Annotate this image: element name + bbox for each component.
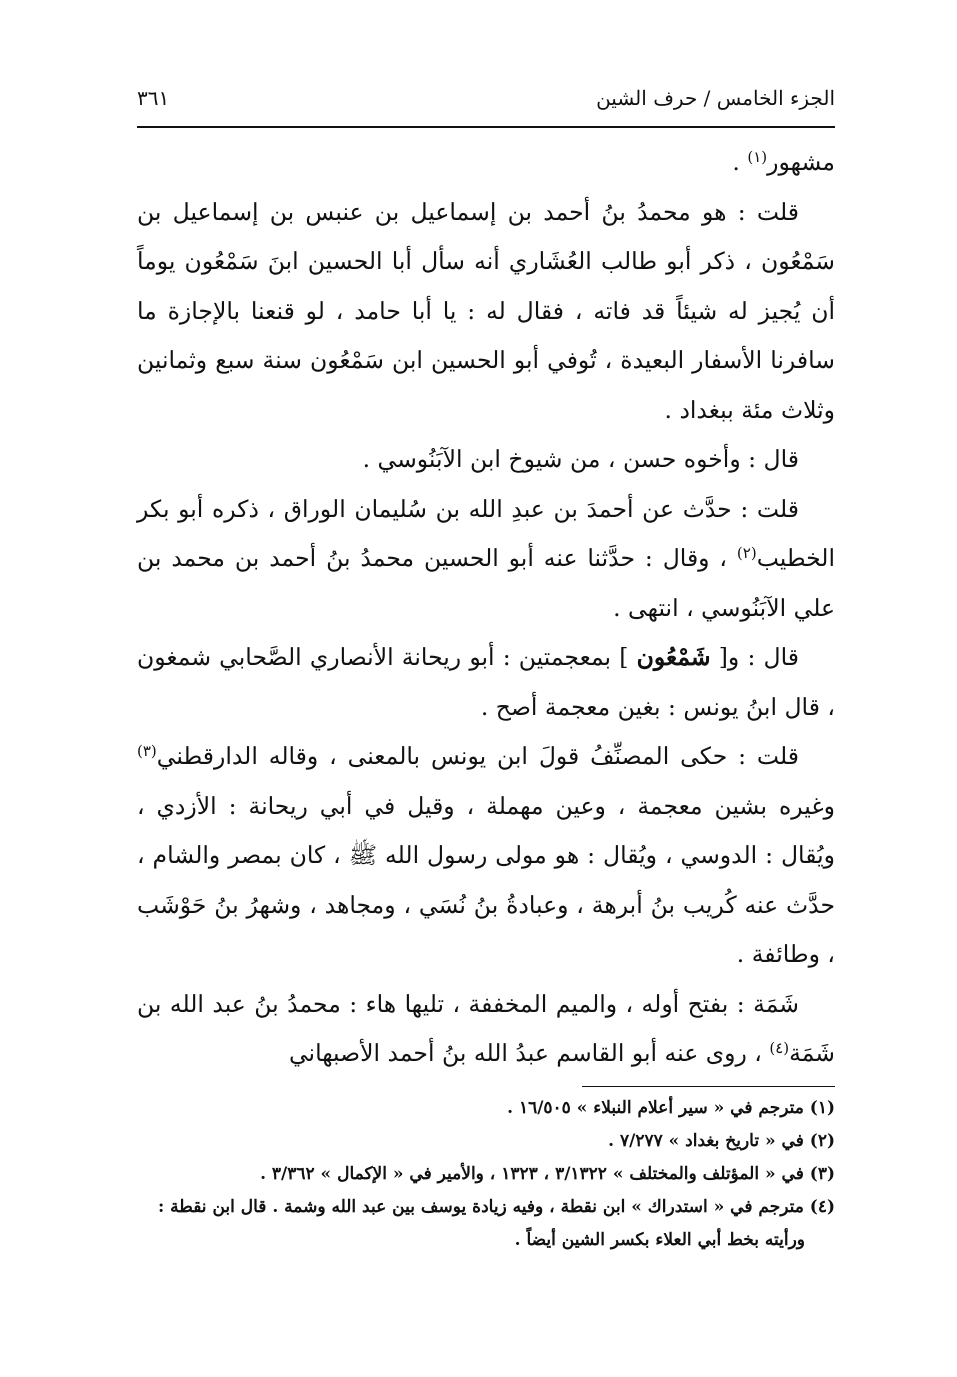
paragraph-4 <box>137 485 835 634</box>
footnote-ref-1: (١) <box>747 148 768 166</box>
footnote-number: (٣) <box>809 1164 835 1184</box>
footnote-3 <box>137 1158 835 1191</box>
paragraph-text: قال : و[ <box>710 643 799 671</box>
footnote-ref-2: (٢) <box>736 544 757 562</box>
paragraph-text: ، روى عنه أبو القاسم عبدُ الله بنُ أحمد الأصبهاني <box>288 1039 770 1067</box>
paragraph-text: ] بمعجمتين : أبو ريحانة الأنصاري الصَّحابي شمغون ، قال ابنُ يونس : بغين معجمة أصح . <box>137 643 835 721</box>
footnote-number: (١) <box>809 1098 835 1118</box>
paragraph-7 <box>137 980 835 1079</box>
entry-keyword: شَمْعُون <box>636 643 711 671</box>
footnote-4 <box>137 1191 835 1224</box>
paragraph-text: . <box>732 148 748 176</box>
page-header <box>137 80 835 116</box>
footnote-text: في « المؤتلف والمختلف » ٣/١٣٢٢ ، ١٣٢٣ ، والأمير في « الإكمال » ٣/٣٦٢ . <box>260 1164 804 1184</box>
footnote-4-continuation: ورأيته بخط أبي العلاء بكسر الشين أيضاً . <box>514 1230 805 1250</box>
footnote-text: في « تاريخ بغداد » ٧/٢٧٧ . <box>608 1131 804 1151</box>
paragraph-3: قال : وأخوه حسن ، من شيوخ ابن الآبَنُوسي . <box>362 445 799 473</box>
running-title: الجزء الخامس / حرف الشين <box>596 86 835 110</box>
paragraph-text: ، وقال : حدَّثنا عنه أبو الحسين محمدُ بنُ أحمد بن محمد بن علي الآبَنُوسي ، انتهى . <box>137 544 835 622</box>
main-text <box>137 138 835 1079</box>
paragraph-1 <box>137 138 835 188</box>
paragraph-6 <box>137 732 835 980</box>
footnote-number: (٤) <box>809 1197 835 1217</box>
footnote-text: مترجم في « سير أعلام النبلاء » ١٦/٥٠٥ . <box>507 1098 804 1118</box>
paragraph-text: مشهور <box>767 148 835 176</box>
header-divider <box>137 126 835 128</box>
paragraph-2: قلت : هو محمدُ بنُ أحمد بن إسماعيل بن عنبس بن إسماعيل بن سَمْعُون ، ذكر أبو طالب العُشَاري أنه سأل أبا الحسين ابنَ سَمْعُون يوماً أن يُجيز له شيئاً قد فاته ، فقال له : يا أبا حامد ، لو قنعنا بالإجازة ما سافرنا الأسفار البعيدة ، تُوفي أبو الحسين ابن سَمْعُون سنة سبع وثمانين وثلاث مئة ببغداد . <box>137 197 835 424</box>
footnote-text: مترجم في « استدراك » ابن نقطة ، وفيه زيادة يوسف بين عبد الله وشمة . قال ابن نقطة : <box>157 1197 804 1217</box>
footnote-1 <box>137 1092 835 1125</box>
paragraph-text: وغيره بشين معجمة ، وعين مهملة ، وقيل في أبي ريحانة : الأزدي ، ويُقال : الدوسي ، ويُقال : هو مولى رسول الله ﷺ ، كان بمصر والشام ، حدَّث عنه كُريب بنُ أبرهة ، وعبادةُ بنُ نُسَي ، ومجاهد ، وشهرُ بنُ حَوْشَب ، وطائفة . <box>137 791 835 968</box>
paragraph-text: شَمَة : بفتح أوله ، والميم المخففة ، تليها هاء : محمدُ بنُ عبد الله بن شَمَة <box>137 989 835 1067</box>
paragraph-5 <box>137 633 835 732</box>
page-number: ٣٦١ <box>137 86 170 110</box>
footnote-ref-4: (٤) <box>769 1039 790 1057</box>
footnote-2 <box>137 1125 835 1158</box>
paragraph-text: قلت : حدَّث عن أحمدَ بن عبدِ الله بن سُليمان الوراق ، ذكره أبو بكر الخطيب <box>137 494 835 572</box>
footnote-number: (٢) <box>809 1131 835 1151</box>
paragraph-text: قلت : حكى المصنِّفُ قولَ ابن يونس بالمعنى ، وقاله الدارقطني <box>156 742 799 770</box>
footnote-ref-3: (٣) <box>137 742 157 760</box>
footnotes <box>137 1092 835 1257</box>
footnote-divider <box>582 1086 835 1087</box>
